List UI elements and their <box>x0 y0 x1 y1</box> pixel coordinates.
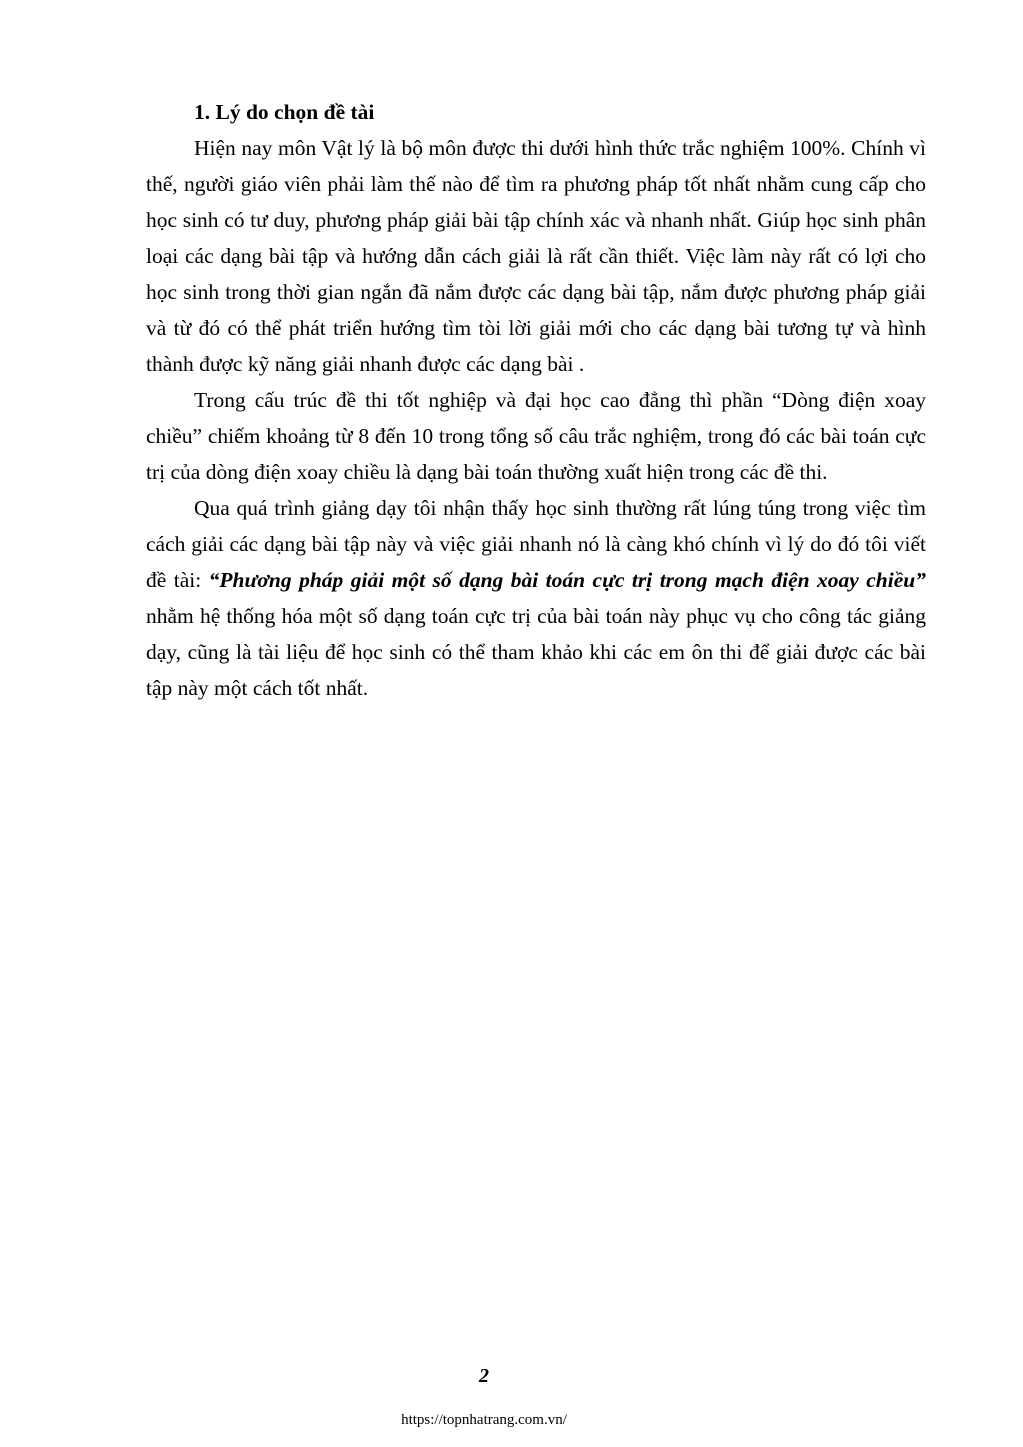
paragraph-3 <box>146 490 926 706</box>
page-content <box>146 94 926 706</box>
section-heading: 1. Lý do chọn đề tài <box>194 100 375 124</box>
page-number: 2 <box>479 1365 489 1387</box>
paragraph-3-intro: Qua quá trình giảng dạy tôi nhận thấy học sinh thường rất lúng túng trong việc tìm cách giải các dạng bài tập này và việc giải nhanh nó là càng khó chính vì lý do đó tôi viết đề tài: <box>146 496 926 592</box>
paragraph-2: Trong cấu trúc đề thi tốt nghiệp và đại học cao đẳng thì phần “Dòng điện xoay chiều” chiếm khoảng từ 8 đến 10 trong tổng số câu trắc nghiệm, trong đó các bài toán cực trị của dòng điện xoay chiều là dạng bài toán thường xuất hiện trong các đề thi. <box>146 388 926 484</box>
topic-title: “Phương pháp giải một số dạng bài toán cực trị trong mạch điện xoay chiều” <box>208 568 926 592</box>
footer-url: https://topnhatrang.com.vn/ <box>401 1412 567 1428</box>
paragraph-1: Hiện nay môn Vật lý là bộ môn được thi dưới hình thức trắc nghiệm 100%. Chính vì thế, người giáo viên phải làm thế nào để tìm ra phương pháp tốt nhất nhằm cung cấp cho học sinh có tư duy, phương pháp giải bài tập chính xác và nhanh nhất. Giúp học sinh phân loại các dạng bài tập và hướng dẫn cách giải là rất cần thiết. Việc làm này rất có lợi cho học sinh trong thời gian ngắn đã nắm được các dạng bài tập, nắm được phương pháp giải và từ đó có thể phát triển hướng tìm tòi lời giải mới cho các dạng bài tương tự và hình thành được kỹ năng giải nhanh được các dạng bài . <box>146 136 926 376</box>
paragraph-3-rest: nhằm hệ thống hóa một số dạng toán cực trị của bài toán này phục vụ cho công tác giảng dạy, cũng là tài liệu để học sinh có thể tham khảo khi các em ôn thi để giải được các bài tập này một cách tốt nhất. <box>146 604 926 700</box>
